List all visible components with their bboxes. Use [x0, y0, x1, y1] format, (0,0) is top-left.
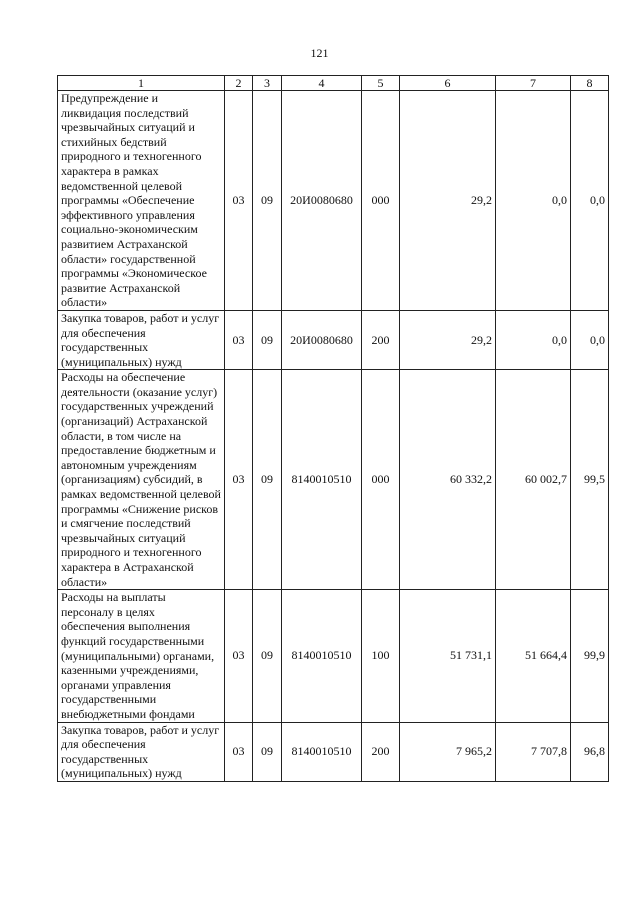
row-description: Расходы на выплаты персоналу в целях обеспечения выполнения функций государственными (муниципальными) органами, казенными учреждениями, органами управления государственными внебюджетными фондами: [58, 590, 225, 722]
section-code: 03: [225, 91, 253, 311]
header-cell: 6: [400, 76, 496, 91]
table-row: [58, 310, 609, 369]
execution-percent: 96,8: [571, 722, 609, 781]
subsection-code: 09: [253, 310, 282, 369]
table-row: [58, 722, 609, 781]
section-code: 03: [225, 370, 253, 590]
execution-percent: 0,0: [571, 91, 609, 311]
row-description: Закупка товаров, работ и услуг для обеспечения государственных (муниципальных) нужд: [58, 310, 225, 369]
expense-type-code: 100: [362, 590, 400, 722]
execution-percent: 0,0: [571, 310, 609, 369]
planned-amount: 29,2: [400, 91, 496, 311]
target-article-code: 20И0080680: [282, 310, 362, 369]
expense-type-code: 000: [362, 370, 400, 590]
executed-amount: 7 707,8: [496, 722, 571, 781]
executed-amount: 0,0: [496, 310, 571, 369]
expense-type-code: 200: [362, 722, 400, 781]
header-cell: 5: [362, 76, 400, 91]
row-description: Расходы на обеспечение деятельности (оказание услуг) государственных учреждений (организаций) Астраханской области, в том числе на предоставление бюджетным и автономным учреждениям (организациям) субсидий, в рамках ведомственной целевой программы «Снижение рисков и смягчение последствий чрезвычайных ситуаций природного и техногенного характера в Астраханской области»: [58, 370, 225, 590]
target-article-code: 20И0080680: [282, 91, 362, 311]
planned-amount: 7 965,2: [400, 722, 496, 781]
subsection-code: 09: [253, 370, 282, 590]
header-cell: 4: [282, 76, 362, 91]
subsection-code: 09: [253, 722, 282, 781]
expense-type-code: 200: [362, 310, 400, 369]
header-cell: 3: [253, 76, 282, 91]
subsection-code: 09: [253, 590, 282, 722]
header-row: [58, 76, 609, 91]
section-code: 03: [225, 310, 253, 369]
header-cell: 1: [58, 76, 225, 91]
header-cell: 8: [571, 76, 609, 91]
expense-type-code: 000: [362, 91, 400, 311]
executed-amount: 51 664,4: [496, 590, 571, 722]
target-article-code: 8140010510: [282, 722, 362, 781]
budget-table: [57, 75, 609, 782]
planned-amount: 29,2: [400, 310, 496, 369]
planned-amount: 51 731,1: [400, 590, 496, 722]
execution-percent: 99,9: [571, 590, 609, 722]
section-code: 03: [225, 722, 253, 781]
planned-amount: 60 332,2: [400, 370, 496, 590]
executed-amount: 0,0: [496, 91, 571, 311]
row-description: Закупка товаров, работ и услуг для обеспечения государственных (муниципальных) нужд: [58, 722, 225, 781]
section-code: 03: [225, 590, 253, 722]
page-number: 121: [310, 46, 329, 60]
executed-amount: 60 002,7: [496, 370, 571, 590]
header-cell: 7: [496, 76, 571, 91]
target-article-code: 8140010510: [282, 590, 362, 722]
table-row: [58, 590, 609, 722]
table-row: [58, 91, 609, 311]
execution-percent: 99,5: [571, 370, 609, 590]
table-row: [58, 370, 609, 590]
subsection-code: 09: [253, 91, 282, 311]
header-cell: 2: [225, 76, 253, 91]
target-article-code: 8140010510: [282, 370, 362, 590]
row-description: Предупреждение и ликвидация последствий чрезвычайных ситуаций и стихийных бедствий природного и техногенного характера в рамках ведомственной целевой программы «Обеспечение эффективного управления социально-экономическим развитием Астраханской области» государственной программы «Экономическое развитие Астраханской области»: [58, 91, 225, 311]
